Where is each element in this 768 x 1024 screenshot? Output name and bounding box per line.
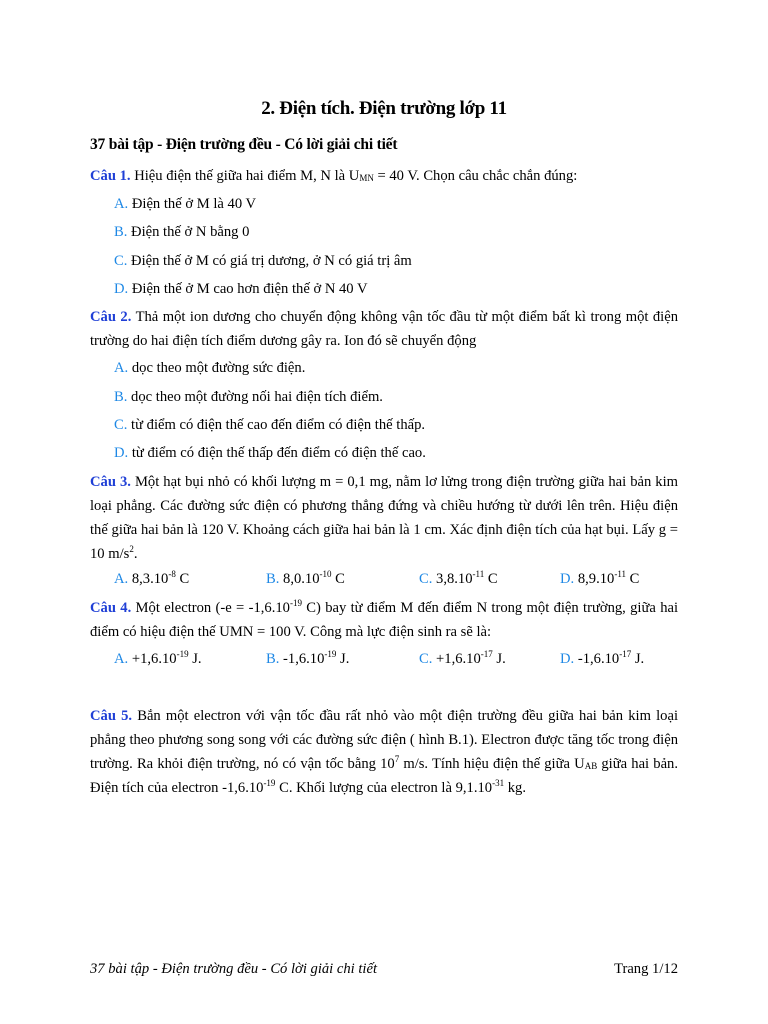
option-base: 8,3.10	[128, 571, 169, 587]
question-3-option-a	[114, 567, 189, 591]
option-letter: B.	[114, 224, 128, 240]
option-base: -1,6.10	[574, 651, 620, 667]
option-unit: J.	[631, 651, 645, 667]
question-3-text-b: .	[133, 546, 138, 562]
option-base: 3,8.10	[432, 571, 473, 587]
document-subtitle: 37 bài tập - Điện trường đều - Có lời giải chi tiết	[90, 136, 398, 153]
question-1-option-b	[114, 220, 249, 244]
option-exponent: -8	[168, 569, 176, 579]
option-letter: D.	[114, 281, 129, 297]
question-2-option-d	[114, 441, 426, 465]
option-base: -1,6.10	[279, 651, 325, 667]
question-4-text-b: C) bay từ điểm M đến điểm N trong một điện trường, giữa hai điểm có hiệu điện thế UMN = 100 V. Công mà lực điện sinh ra sẽ là:	[90, 600, 679, 640]
question-5-superscript-3: -31	[492, 778, 505, 788]
question-4-superscript: -19	[289, 598, 302, 608]
option-unit: C	[626, 571, 640, 587]
option-exponent: -11	[472, 569, 485, 579]
question-4-option-b	[266, 647, 349, 671]
option-text: từ điểm có điện thế thấp đến điểm có điện thế cao.	[128, 445, 426, 461]
question-1-text-a: Hiệu điện thế giữa hai điểm M, N là U	[130, 168, 360, 184]
option-unit: C	[331, 571, 345, 587]
option-text: Điện thế ở M có giá trị dương, ở N có giá trị âm	[127, 253, 412, 269]
question-5-superscript-1: 7	[394, 754, 400, 764]
question-4-text-a: Một electron (-e = -1,6.10	[131, 600, 290, 616]
option-text: dọc theo một đường sức điện.	[128, 360, 306, 376]
option-letter: B.	[266, 651, 280, 667]
question-3-label: Câu 3.	[90, 474, 131, 490]
question-2-option-b	[114, 385, 383, 409]
option-text: Điện thế ở M là 40 V	[128, 196, 257, 212]
option-unit: J.	[336, 651, 350, 667]
question-4-option-a	[114, 647, 202, 671]
option-text: Điện thế ở M cao hơn điện thế ở N 40 V	[128, 281, 368, 297]
option-exponent: -19	[324, 649, 337, 659]
question-5-text-3: giữa hai bản. Điện tích của electron -1,6.10	[90, 756, 678, 796]
question-3-option-b	[266, 567, 345, 591]
question-1-text-b: = 40 V. Chọn câu chắc chắn đúng:	[373, 168, 578, 184]
question-5-text-1: Bắn một electron với vận tốc đầu rất nhỏ vào một điện trường đều giữa hai bản kim loại phẳng theo phương song song với các đường sức điện ( hình B.1). Electron được tăng tốc trong điện trường. Ra khỏi điện trường, nó có vận tốc bằng 10	[90, 708, 678, 772]
option-letter: D.	[560, 571, 575, 587]
option-letter: C.	[419, 651, 433, 667]
question-2-option-a	[114, 356, 305, 380]
question-2-text: Thả một ion dương cho chuyển động không vận tốc đầu từ một điểm bất kì trong một điện trường do hai điện tích điểm dương gây ra. Ion đó sẽ chuyển động	[90, 309, 679, 349]
option-base: +1,6.10	[432, 651, 481, 667]
question-5-text-4: C. Khối lượng của electron là 9,1.10	[275, 780, 493, 796]
question-3-option-c	[419, 567, 498, 591]
question-3	[90, 470, 678, 566]
question-1-option-d	[114, 277, 368, 301]
option-letter: B.	[266, 571, 280, 587]
question-1	[90, 164, 678, 188]
question-5-label: Câu 5.	[90, 708, 133, 724]
option-letter: A.	[114, 571, 129, 587]
option-letter: D.	[114, 445, 129, 461]
question-1-option-a	[114, 192, 256, 216]
question-4	[90, 596, 678, 644]
option-text: dọc theo một đường nối hai điện tích điểm.	[127, 389, 383, 405]
option-letter: A.	[114, 360, 129, 376]
option-exponent: -19	[176, 649, 189, 659]
question-5	[90, 704, 678, 800]
option-unit: C	[175, 571, 190, 587]
option-letter: C.	[114, 417, 128, 433]
option-letter: A.	[114, 196, 129, 212]
option-exponent: -17	[619, 649, 632, 659]
option-base: 8,0.10	[279, 571, 320, 587]
question-5-text-5: kg.	[504, 780, 526, 796]
option-exponent: -11	[614, 569, 627, 579]
option-unit: J.	[188, 651, 202, 667]
question-3-text-a: Một hạt bụi nhỏ có khối lượng m = 0,1 mg, nằm lơ lửng trong điện trường giữa hai bản kim loại phẳng. Các đường sức điện có phương thẳng đứng và chiều hướng từ dưới lên trên. Hiệu điện thế giữa hai bản là 120 V. Khoảng cách giữa hai bản là 1 cm. Xác định điện tích của hạt bụi. Lấy g = 10 m/s	[90, 474, 678, 562]
question-5-subscript: AB	[584, 761, 598, 771]
option-letter: B.	[114, 389, 128, 405]
question-4-option-c	[419, 647, 506, 671]
option-unit: J.	[492, 651, 506, 667]
option-unit: C	[484, 571, 498, 587]
option-letter: D.	[560, 651, 575, 667]
option-text: từ điểm có điện thế cao đến điểm có điện thế thấp.	[127, 417, 426, 433]
footer-page-number: Trang 1/12	[614, 961, 678, 977]
question-3-option-d	[560, 567, 639, 591]
question-1-option-c	[114, 249, 412, 273]
question-4-option-d	[560, 647, 644, 671]
question-4-label: Câu 4.	[90, 600, 132, 616]
option-base: +1,6.10	[128, 651, 177, 667]
footer-document-title: 37 bài tập - Điện trường đều - Có lời giải chi tiết	[90, 961, 378, 977]
question-1-subscript: MN	[359, 173, 374, 183]
option-exponent: -17	[480, 649, 493, 659]
question-2-option-c	[114, 413, 425, 437]
question-5-text-2: m/s. Tính hiệu điện thế giữa U	[399, 756, 585, 772]
option-text: Điện thế ở N bằng 0	[127, 224, 250, 240]
question-2	[90, 305, 678, 353]
option-letter: A.	[114, 651, 129, 667]
question-3-superscript: 2	[129, 544, 134, 554]
option-letter: C.	[419, 571, 433, 587]
question-5-superscript-2: -19	[263, 778, 276, 788]
option-base: 8,9.10	[574, 571, 615, 587]
question-2-label: Câu 2.	[90, 309, 132, 325]
page-title: 2. Điện tích. Điện trường lớp 11	[261, 98, 507, 119]
option-letter: C.	[114, 253, 128, 269]
option-exponent: -10	[319, 569, 332, 579]
question-1-label: Câu 1.	[90, 168, 131, 184]
